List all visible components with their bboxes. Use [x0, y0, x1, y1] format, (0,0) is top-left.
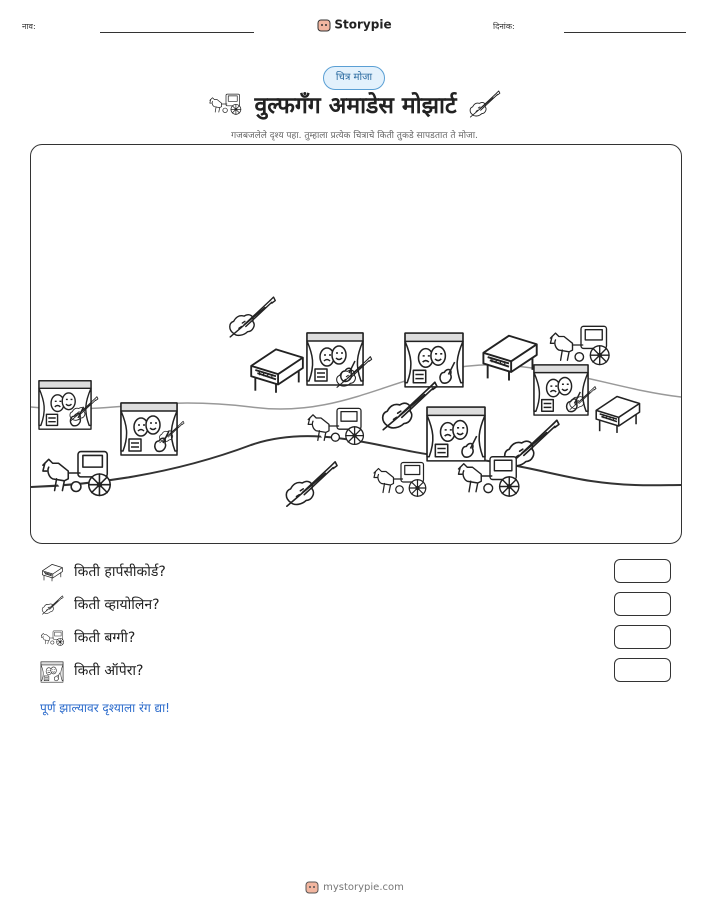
coloring-instruction: पूर्ण झाल्यावर दृश्याला रंग द्या! — [40, 701, 170, 715]
harpsichord-icon — [596, 397, 639, 433]
footer-url[interactable]: mystorypie.com — [323, 882, 404, 893]
violin-icon — [230, 297, 276, 337]
opera-icon — [121, 403, 177, 455]
answer-box-carriage[interactable] — [614, 625, 671, 649]
violin-icon — [286, 462, 337, 506]
carriage-icon — [40, 628, 66, 648]
violin-icon — [467, 89, 501, 119]
harpsichord-icon — [483, 336, 536, 381]
scene-illustration — [31, 145, 681, 543]
hidden-picture-scene — [30, 144, 682, 544]
brand-logo — [0, 14, 709, 33]
name-label: नाव: — [22, 22, 36, 31]
date-label: दिनांक: — [493, 22, 515, 31]
instructions: गजबजलेले दृश्य पहा. तुम्हाला प्रत्येक चित्राचे किती तुकडे सापडतात ते मोजा. — [231, 131, 478, 141]
opera-icon — [405, 333, 463, 387]
harpsichord-icon — [40, 562, 64, 582]
storypie-logo-icon — [305, 880, 319, 894]
brand-name: Storypie — [334, 17, 392, 32]
question-text: किती बग्गी? — [74, 630, 136, 646]
answer-box-harpsichord[interactable] — [614, 559, 671, 583]
date-field[interactable] — [564, 32, 686, 33]
footer — [0, 880, 709, 894]
opera-icon — [307, 333, 363, 385]
carriage-icon — [43, 452, 110, 496]
carriage-icon — [208, 91, 244, 117]
opera-icon — [534, 365, 588, 415]
violin-icon — [40, 595, 64, 615]
harpsichord-icon — [251, 349, 303, 392]
opera-icon — [40, 661, 64, 683]
question-text: किती व्हायोलिन? — [74, 597, 160, 613]
activity-badge: चित्र मोजा — [323, 66, 385, 90]
carriage-icon — [374, 463, 426, 497]
question-text: किती ऑपेरा? — [74, 663, 144, 679]
page-title: वुल्फगँग अमाडेस मोझार्ट — [254, 93, 457, 119]
storypie-logo-icon — [317, 18, 331, 32]
question-text: किती हार्पसीकोर्ड? — [74, 564, 166, 580]
answer-box-opera[interactable] — [614, 658, 671, 682]
page-title-row — [0, 88, 709, 120]
carriage-icon — [550, 326, 609, 364]
carriage-icon — [308, 408, 363, 444]
carriage-icon — [459, 457, 519, 496]
opera-icon — [427, 407, 485, 461]
answer-box-violin[interactable] — [614, 592, 671, 616]
opera-icon — [39, 381, 91, 429]
